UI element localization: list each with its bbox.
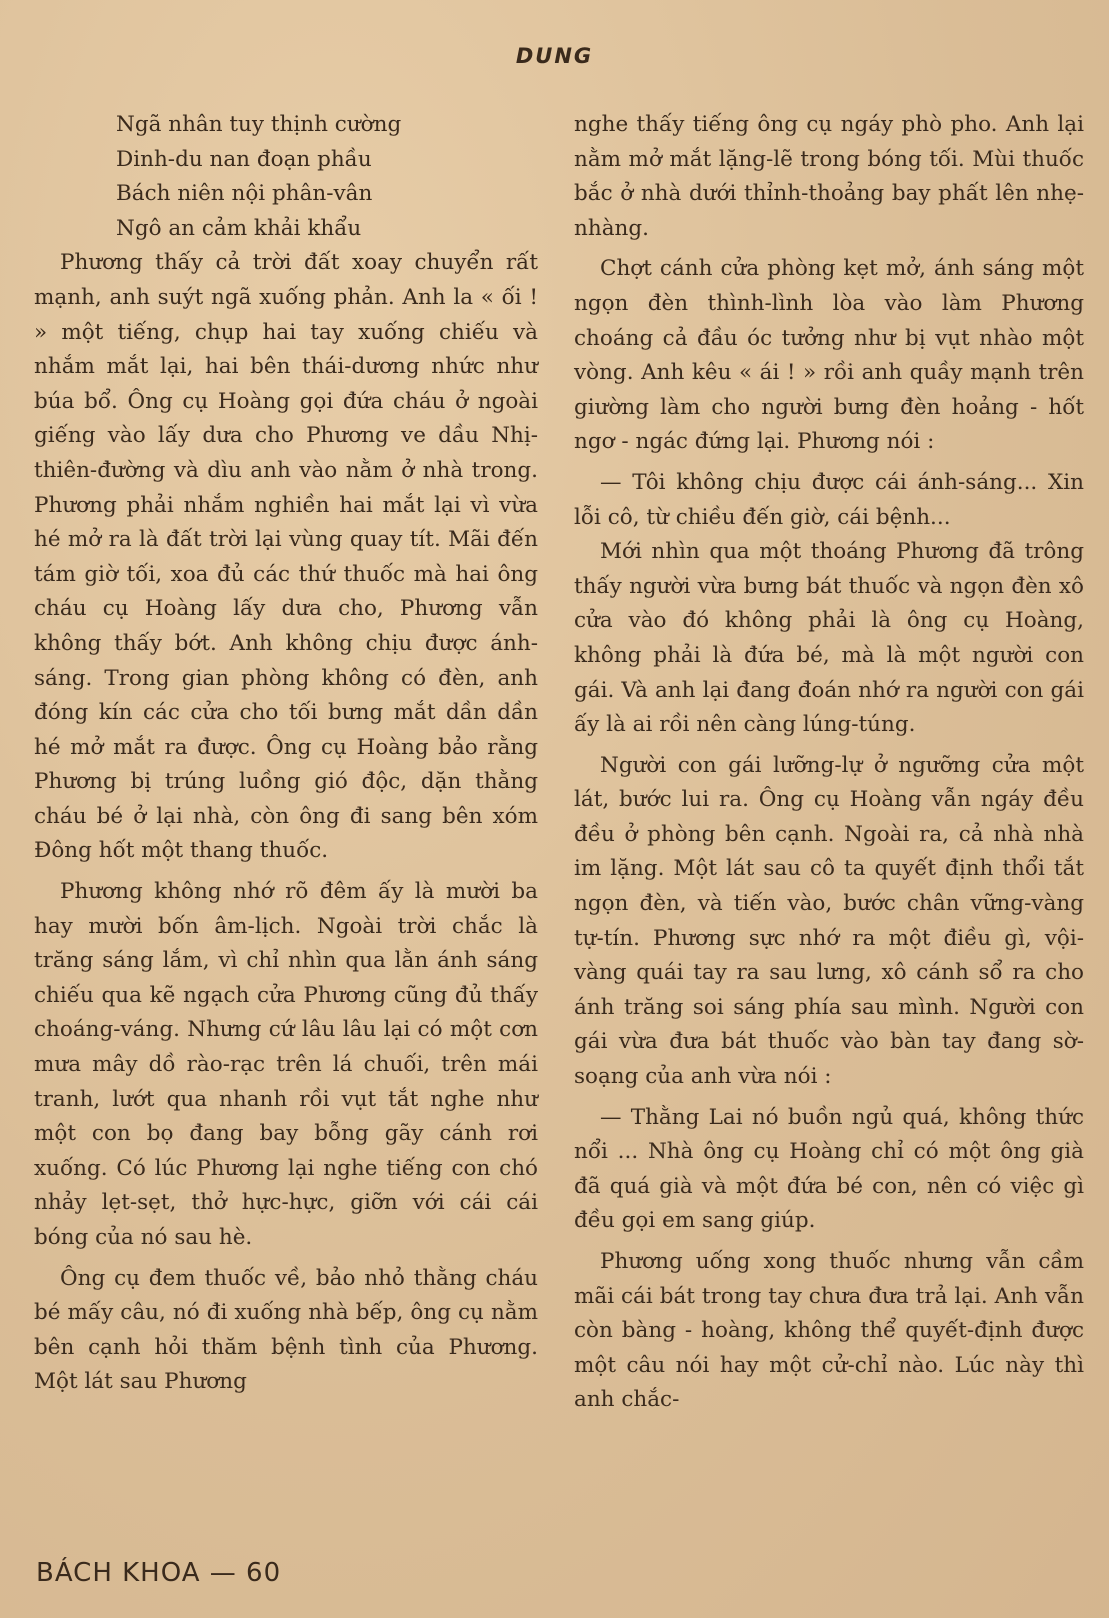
paragraph: Người con gái lưỡng-lự ở ngưỡng cửa một lát, bước lui ra. Ông cụ Hoàng vẫn ngáy đều đều ở phòng bên cạnh. Ngoài ra, cả nhà nhà im lặng. Một lát sau cô ta quyết định thổi tắt ngọn đèn, và tiến vào, bước chân vững-vàng tự-tín. Phương sực nhớ ra một điều gì, vội-vàng quái tay ra sau lưng, xô cánh sổ ra cho ánh trăng soi sáng phía sau mình. Người con gái vừa đưa bát thuốc vào bàn tay đang sờ-soạng của anh vừa nói : — [574, 752, 1084, 1090]
page-footer: BÁCH KHOA — 60 — [36, 1558, 282, 1588]
right-column — [574, 108, 1084, 1418]
verse-line: Bách niên nội phân-vân — [116, 181, 373, 207]
verse-line: Ngã nhân tuy thịnh cường — [116, 112, 402, 137]
verse-block — [34, 108, 538, 246]
paragraph: Phương thấy cả trời đất xoay chuyển rất mạnh, anh suýt ngã xuống phản. Anh la « ối ! » một tiếng, chụp hai tay xuống chiếu và nhắm mắt lại, hai bên thái-dương nhức như búa bổ. Ông cụ Hoàng gọi đứa cháu ở ngoài giếng vào lấy dưa cho Phương ve dầu Nhị-thiên-đường và dìu anh vào nằm ở nhà trong. Phương phải nhắm nghiền hai mắt lại vì vừa hé mở ra là đất trời lại vùng quay tít. Mãi đến tám giờ tối, xoa đủ các thứ thuốc mà hai ông cháu cụ Hoàng lấy dưa cho, Phương vẫn không thấy bớt. Anh không chịu được ánh-sáng. Trong gian phòng không có đèn, anh đóng kín các cửa cho tối bưng mắt dần dần hé mở mắt ra được. Ông cụ Hoàng bảo rằng Phương bị trúng luồng gió độc, dặn thằng cháu bé ở lại nhà, còn ông đi sang bên xóm Đông hốt một thang thuốc. — [34, 250, 538, 864]
paragraph: Phương uống xong thuốc nhưng vẫn cầm mãi cái bát trong tay chưa đưa trả lại. Anh vẫn còn bàng - hoàng, không thể quyết-định được một câu nói hay một cử-chỉ nào. Lúc này thì anh chắc- — [574, 1249, 1084, 1413]
verse-line: Ngô an cảm khải khẩu — [116, 215, 362, 241]
left-column — [34, 108, 538, 1400]
paragraph: Chợt cánh cửa phòng kẹt mở, ánh sáng một ngọn đèn thình-lình lòa vào làm Phương choáng cả đầu óc tưởng như bị vụt nhào một vòng. Anh kêu « ái ! » rồi anh quầy mạnh trên giường làm cho người bưng đèn hoảng - hốt ngơ - ngác đứng lại. Phương nói : — [574, 256, 1084, 455]
paragraph: Phương không nhớ rõ đêm ấy là mười ba hay mười bốn âm-lịch. Ngoài trời chắc là trăng sáng lắm, vì chỉ nhìn qua lằn ánh sáng chiếu qua kẽ ngạch cửa Phương cũng đủ thấy choáng-váng. Nhưng cứ lâu lâu lại có một cơn mưa mây dồ rào-rạc trên lá chuối, trên mái tranh, lướt qua nhanh rồi vụt tắt nghe như một con bọ đang bay bỗng gãy cánh rơi xuống. Có lúc Phương lại nghe tiếng con chó nhảy lẹt-sẹt, thở hực-hực, giỡn với cái cái bóng của nó sau hè. — [34, 879, 538, 1250]
dialogue-paragraph: — Thằng Lai nó buồn ngủ quá, không thức nổi ... Nhà ông cụ Hoàng chỉ có một ông già đã quá già và một đứa bé con, nên có việc gì đều gọi em sang giúp. — [574, 1104, 1084, 1234]
verse-line: Dinh-du nan đoạn phầu — [116, 146, 372, 172]
running-head: DUNG — [515, 44, 594, 68]
paragraph: Mới nhìn qua một thoáng Phương đã trông thấy người vừa bưng bát thuốc và ngọn đèn xô cửa vào đó không phải là ông cụ Hoàng, không phải là đứa bé, mà là một người con gái. Và anh lại đang đoán nhớ ra người con gái ấy là ai rồi nên càng lúng-túng. — [574, 539, 1084, 738]
paragraph: nghe thấy tiếng ông cụ ngáy phò pho. Anh lại nằm mở mắt lặng-lẽ trong bóng tối. Mùi thuốc bắc ở nhà dưới thỉnh-thoảng bay phất lên nhẹ-nhàng. — [574, 112, 1084, 241]
dialogue-paragraph: — Tôi không chịu được cái ánh-sáng... Xin lỗi cô, từ chiều đến giờ, cái bệnh... — [574, 469, 1084, 530]
paragraph: Ông cụ đem thuốc về, bảo nhỏ thằng cháu bé mấy câu, nó đi xuống nhà bếp, ông cụ nằm bên cạnh hỏi thăm bệnh tình của Phương. Một lát sau Phương — [34, 1265, 538, 1395]
